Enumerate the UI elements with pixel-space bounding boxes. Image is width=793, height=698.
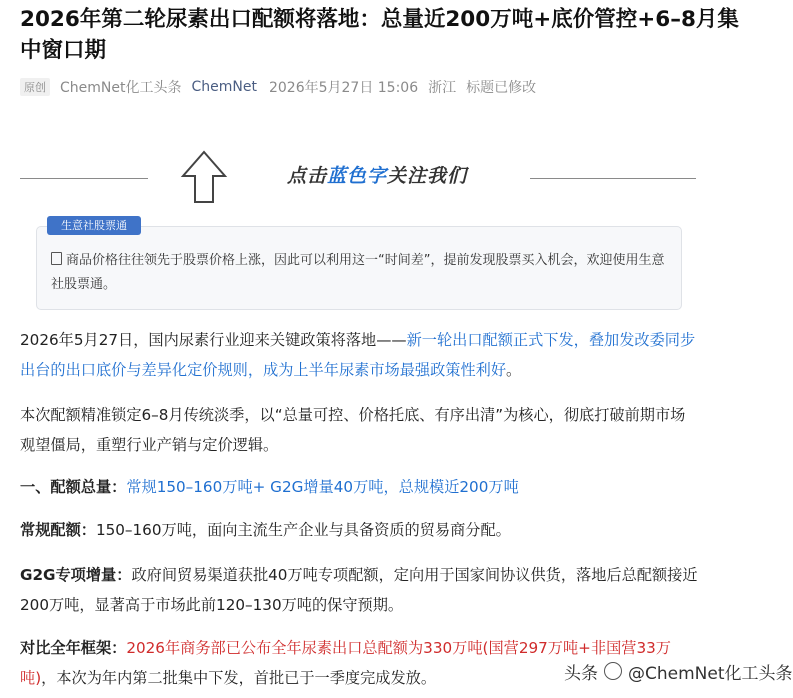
annual-label: 对比全年框架： xyxy=(20,639,127,657)
publish-location: 浙江 xyxy=(428,80,457,96)
paragraph-window: 本次配额精准锁定6–8月传统淡季，以“总量可控、价格托底、有序出清”为核心，彻底打破前期市场观望僵局，重塑行业产销与定价逻辑。 xyxy=(20,406,686,454)
regular-label: 常规配额： xyxy=(20,521,96,539)
section-heading: 一、配额总量： xyxy=(20,478,127,496)
banner-divider-right xyxy=(530,178,696,179)
banner-divider-left xyxy=(20,178,148,179)
g2g-label: G2G专项增量： xyxy=(20,566,132,584)
g2g-text: 政府间贸易渠道获批40万吨专项配额，定向用于国家间协议供货，落地后总配额接近200万吨，显著高于市场此前120–130万吨的保守预期。 xyxy=(20,566,698,614)
watermark-brand: 头条 xyxy=(564,663,598,684)
publish-datetime: 2026年5月27日 15:06 xyxy=(268,80,419,96)
article-title: 2026年第二轮尿素出口配额将落地：总量近200万吨+底价管控+6–8月集中窗口期 xyxy=(20,7,739,63)
author-name: ChemNet化工头条 xyxy=(60,80,182,96)
toutiao-logo-icon xyxy=(604,662,622,680)
follow-text-highlight: 蓝色字 xyxy=(327,165,388,187)
account-link[interactable]: ChemNet xyxy=(191,79,257,95)
up-arrow-icon xyxy=(181,150,227,204)
follow-text-pre: 点击 xyxy=(287,165,328,187)
paragraph-regular-quota xyxy=(20,515,700,545)
follow-banner[interactable] xyxy=(20,140,696,210)
edit-status: 标题已修改 xyxy=(466,80,537,96)
watermark-account: @ChemNet化工头条 xyxy=(628,663,793,684)
section-quota-total xyxy=(20,472,700,502)
intro-highlight: 新一轮出口配额正式下发，叠加发改委同步出台的出口底价与差异化定价规则，成为上半年尿素市场最强政策性利好 xyxy=(20,331,696,379)
stock-promo-card[interactable] xyxy=(36,226,682,310)
paragraph-g2g xyxy=(20,560,700,620)
promo-badge: 生意社股票通 xyxy=(47,216,141,235)
paragraph-intro xyxy=(20,325,700,385)
original-tag: 原创 xyxy=(20,78,50,96)
intro-lead: 2026年5月27日，国内尿素行业迎来关键政策将落地—— xyxy=(20,331,407,349)
annual-text: ，本次为年内第二批集中下发，首批已于一季度完成发放。 xyxy=(41,669,436,687)
follow-text-post: 关注我们 xyxy=(387,165,468,187)
annual-red-text: 2026年商务部已公布全年尿素出口总配额为330万吨(国营297万吨+非国营33万吨) xyxy=(20,639,671,687)
section-value: 常规150–160万吨+ G2G增量40万吨，总规模近200万吨 xyxy=(126,478,519,496)
toutiao-watermark xyxy=(564,657,793,685)
intro-end: 。 xyxy=(506,361,522,379)
promo-text-body: 商品价格往往领先于股票价格上涨，因此可以利用这一“时间差”，提前发现股票买入机会，欢迎使用生意社股票通。 xyxy=(51,253,665,292)
promo-text xyxy=(51,249,671,297)
regular-text: 150–160万吨，面向主流生产企业与具备资质的贸易商分配。 xyxy=(95,521,511,539)
article-meta xyxy=(20,76,536,98)
document-icon xyxy=(51,252,62,265)
follow-text xyxy=(287,161,467,188)
